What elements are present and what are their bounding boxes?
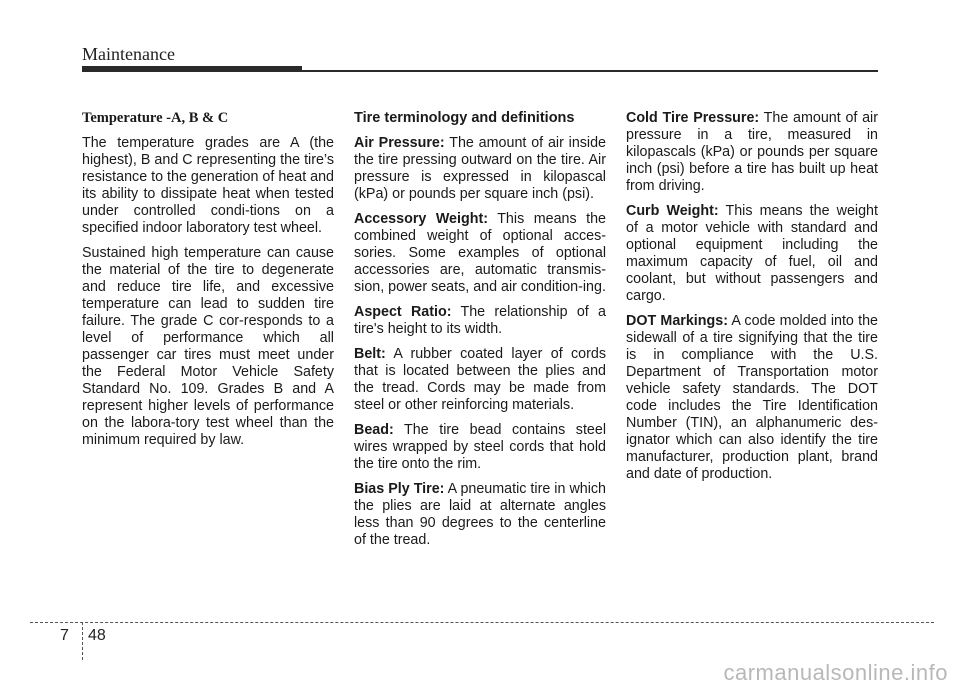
section-heading-terminology: Tire terminology and definitions	[354, 110, 575, 126]
definition-item	[354, 481, 606, 549]
definition-item	[626, 203, 878, 305]
definition-text: This means the combined weight of optional acces-sories. Some examples of optional accessories are, automatic transmis-sion, power seats, and air condition-ing.	[354, 211, 606, 295]
paragraph: Sustained high temperature can cause the material of the tire to degenerate and reduce tire life, and excessive temperature can lead to sudden tire failure. The grade C cor-responds to a level of performance which all passenger car tires must meet under the Federal Motor Vehicle Safety Standard No. 109. Grades B and A represent higher levels of performance on the labora-tory test wheel than the minimum required by law.	[82, 245, 334, 448]
definition-term: Air Pressure:	[354, 135, 445, 151]
section-heading-temperature: Temperature -A, B & C	[82, 110, 229, 126]
definition-item	[354, 211, 606, 296]
definition-text: A rubber coated layer of cords that is located between the plies and the tread. Cords may be made from steel or other reinforcing materials.	[354, 346, 606, 413]
column-1	[82, 110, 334, 457]
watermark: carmanualsonline.info	[723, 660, 948, 685]
definition-term: DOT Markings:	[626, 313, 728, 329]
definition-item	[626, 313, 878, 483]
definition-term: Cold Tire Pressure:	[626, 110, 760, 126]
definition-text: The amount of air inside the tire pressing outward on the tire. Air pressure is expressed in kilopascal (kPa) or pounds per square inch (psi).	[354, 135, 607, 202]
definition-text: This means the weight of a motor vehicle with standard and optional equipment including the maximum capacity of fuel, oil and coolant, but without passengers and cargo.	[626, 203, 878, 304]
definition-text: The relationship of a tire's height to its width.	[354, 304, 606, 337]
definition-item	[626, 110, 878, 195]
definition-text: The amount of air pressure in a tire, measured in kilopascals (kPa) or pounds per square inch (psi) before a tire has built up heat from driving.	[626, 110, 878, 194]
definition-term: Aspect Ratio:	[354, 304, 452, 320]
column-3	[626, 110, 878, 491]
definition-text: A pneumatic tire in which the plies are laid at alternate angles less than 90 degrees to the centerline of the tread.	[354, 481, 607, 548]
definition-item	[354, 135, 606, 203]
definition-text: A code molded into the sidewall of a tire signifying that the tire is in compliance with the U.S. Department of Transportation motor vehicle safety standards. The DOT code includes the Tire Identification Number (TIN), an alphanumeric des-ignator which can also identify the tire manufacturer, production plant, brand and date of production.	[626, 313, 878, 482]
chapter-number: 7	[60, 627, 69, 644]
header-rule-thick	[82, 66, 302, 72]
definition-term: Accessory Weight:	[354, 211, 488, 227]
definition-term: Bead:	[354, 422, 394, 438]
definition-item	[354, 346, 606, 414]
footer-dashed-divider	[82, 622, 83, 660]
definition-term: Belt:	[354, 346, 386, 362]
page-number: 48	[88, 627, 106, 644]
definition-term: Bias Ply Tire:	[354, 481, 445, 497]
definition-item	[354, 304, 606, 338]
header-rule-thin	[302, 70, 878, 72]
paragraph: The temperature grades are A (the highest), B and C representing the tire’s resistance to the generation of heat and its ability to dissipate heat when tested under controlled condi-tions on a specified indoor laboratory test wheel.	[82, 135, 334, 236]
definition-term: Curb Weight:	[626, 203, 719, 219]
column-2	[354, 110, 606, 557]
definition-text: The tire bead contains steel wires wrapped by steel cords that hold the tire onto the rim.	[354, 422, 606, 472]
footer-dashed-rule	[30, 622, 934, 623]
page-header-title: Maintenance	[82, 44, 175, 64]
definition-item	[354, 422, 606, 473]
